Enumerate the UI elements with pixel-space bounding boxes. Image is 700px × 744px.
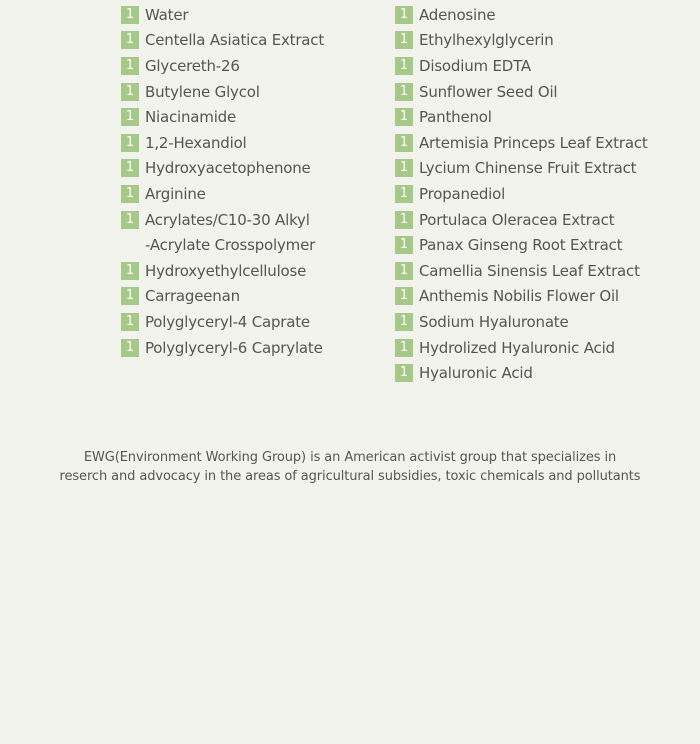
ingredient-row — [395, 258, 648, 284]
ingredient-name: Anthemis Nobilis Flower Oil — [419, 287, 619, 306]
ewg-score-badge: 1 — [395, 83, 413, 101]
ingredient-row — [395, 104, 648, 130]
footnote-line-2: reserch and advocacy in the areas of agricultural subsidies, toxic chemicals and pollutants — [59, 468, 641, 484]
ingredient-row — [395, 79, 648, 105]
ingredient-row — [395, 360, 648, 386]
ingredient-name: Water — [145, 5, 189, 24]
ewg-score-badge: 1 — [121, 339, 139, 357]
ingredient-row — [395, 232, 648, 258]
ewg-score-badge: 1 — [395, 31, 413, 49]
ewg-score-badge: 1 — [395, 57, 413, 75]
ingredient-row — [121, 156, 324, 182]
ewg-score-badge: 1 — [121, 83, 139, 101]
ingredient-name: 1,2-Hexandiol — [145, 133, 247, 152]
ewg-score-badge: 1 — [121, 108, 139, 126]
ewg-score-badge: 1 — [395, 262, 413, 280]
ingredient-row — [395, 335, 648, 361]
ingredient-row — [395, 156, 648, 182]
ingredient-name: Lycium Chinense Fruit Extract — [419, 159, 637, 178]
ingredient-row — [121, 335, 324, 361]
ingredient-row — [121, 104, 324, 130]
ingredient-name: Sodium Hyaluronate — [419, 312, 569, 331]
ingredient-row — [121, 309, 324, 335]
ingredient-name: Hyaluronic Acid — [419, 364, 533, 383]
ingredient-name: Acrylates/C10-30 Alkyl — [145, 210, 310, 229]
ingredient-name: Sunflower Seed Oil — [419, 82, 558, 101]
ewg-score-badge: 1 — [121, 185, 139, 203]
ingredient-name: Butylene Glycol — [145, 82, 260, 101]
ingredient-name: Hydroxyacetophenone — [145, 159, 311, 178]
ewg-score-badge: 1 — [395, 236, 413, 254]
ewg-score-badge: 1 — [121, 31, 139, 49]
ingredient-name: Polyglyceryl-6 Caprylate — [145, 338, 323, 357]
ewg-score-badge: 1 — [395, 313, 413, 331]
ingredient-name: Propanediol — [419, 184, 506, 203]
ingredient-row — [121, 2, 324, 28]
ingredient-row — [121, 28, 324, 54]
ingredient-row — [395, 130, 648, 156]
ingredient-name: Carrageenan — [145, 287, 240, 306]
ingredient-name: Artemisia Princeps Leaf Extract — [419, 133, 648, 152]
ewg-score-badge: 1 — [121, 287, 139, 305]
ewg-footnote — [0, 449, 700, 486]
ingredient-row — [121, 53, 324, 79]
ingredient-row — [121, 258, 324, 284]
ingredient-name: Niacinamide — [145, 108, 237, 127]
ingredient-name: Hydrolized Hyaluronic Acid — [419, 338, 615, 357]
ewg-score-badge: 1 — [121, 6, 139, 24]
ingredient-name: Disodium EDTA — [419, 56, 531, 75]
ingredient-name: Polyglyceryl-4 Caprate — [145, 312, 310, 331]
ingredient-name: Adenosine — [419, 5, 496, 24]
footnote-line-1: EWG(Environment Working Group) is an American activist group that specializes in — [83, 450, 617, 465]
ewg-score-badge: 1 — [395, 134, 413, 152]
ingredient-row — [395, 28, 648, 54]
ingredient-row — [121, 207, 324, 233]
ingredient-name: Centella Asiatica Extract — [145, 31, 325, 50]
ingredient-row — [395, 2, 648, 28]
ingredient-list-left — [121, 2, 324, 360]
ingredient-row — [395, 284, 648, 310]
ingredient-name: -Acrylate Crosspolymer — [145, 236, 316, 255]
ewg-score-badge: 1 — [395, 211, 413, 229]
ingredient-name: Hydroxyethylcellulose — [145, 261, 307, 280]
ingredient-row — [395, 181, 648, 207]
ewg-score-badge: 1 — [395, 108, 413, 126]
ingredient-row — [395, 53, 648, 79]
ingredient-row — [395, 309, 648, 335]
ewg-score-badge: 1 — [121, 57, 139, 75]
ewg-score-badge: 1 — [121, 211, 139, 229]
ingredient-row — [121, 130, 324, 156]
ingredient-name: Panthenol — [419, 108, 492, 127]
ewg-score-badge: 1 — [395, 159, 413, 177]
ewg-score-badge: 1 — [121, 159, 139, 177]
ewg-score-badge: 1 — [395, 6, 413, 24]
ingredient-row — [121, 181, 324, 207]
ingredient-name: Ethylhexylglycerin — [419, 31, 554, 50]
ingredient-row — [121, 79, 324, 105]
ewg-score-badge: 1 — [395, 364, 413, 382]
ewg-score-badge: 1 — [395, 185, 413, 203]
ingredient-name: Panax Ginseng Root Extract — [419, 236, 623, 255]
ingredient-name: Camellia Sinensis Leaf Extract — [419, 261, 640, 280]
ingredient-name: Arginine — [145, 184, 206, 203]
ewg-score-badge: 1 — [395, 339, 413, 357]
ingredient-row — [395, 207, 648, 233]
ewg-score-badge: 1 — [121, 313, 139, 331]
ewg-score-badge: 1 — [395, 287, 413, 305]
ewg-score-badge: 1 — [121, 262, 139, 280]
ingredient-name: Glycereth-26 — [145, 56, 240, 75]
ingredient-row — [121, 284, 324, 310]
ingredient-row — [121, 232, 324, 258]
ingredient-list-right — [395, 2, 648, 386]
ingredient-name: Portulaca Oleracea Extract — [419, 210, 615, 229]
ewg-score-badge: 1 — [121, 134, 139, 152]
